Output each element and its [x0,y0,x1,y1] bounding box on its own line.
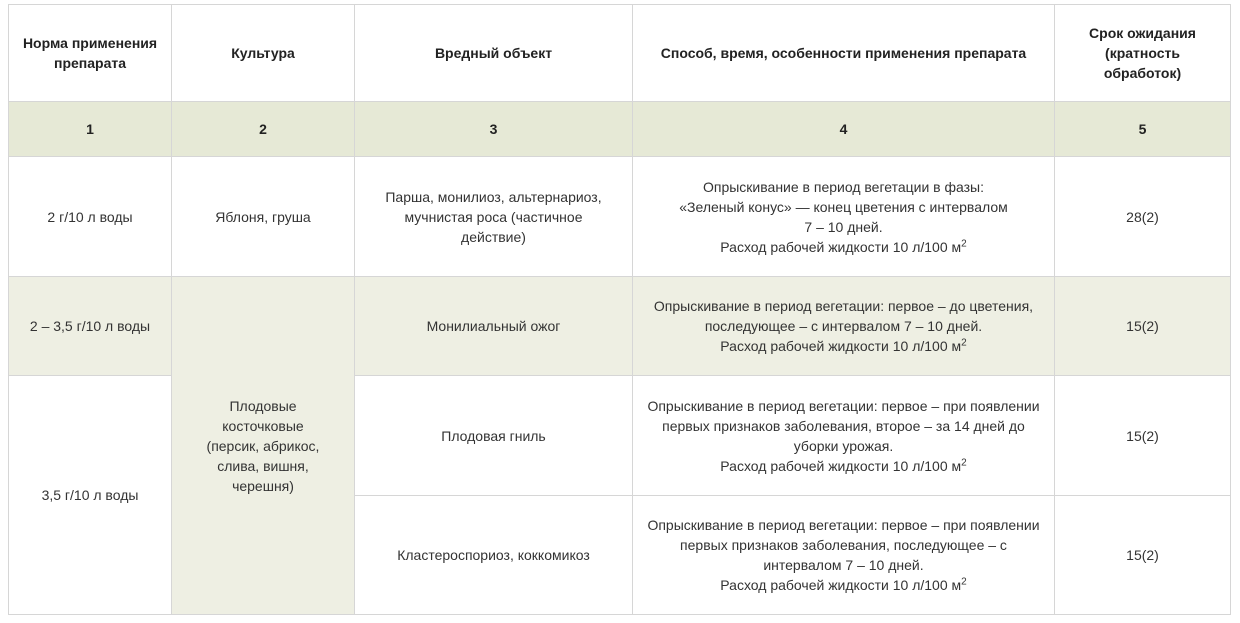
method-cell [633,376,1055,496]
culture-cell: Яблоня, груша [172,157,355,277]
wait-cell: 15(2) [1055,376,1231,496]
column-number: 3 [355,102,633,157]
wait-cell: 15(2) [1055,277,1231,376]
rate-cell: 2 – 3,5 г/10 л воды [9,277,172,376]
consumption-label: Расход рабочей жидкости 10 л/100 м [720,238,962,255]
consumption-label: Расход рабочей жидкости 10 л/100 м [720,457,962,474]
column-number: 4 [633,102,1055,157]
header-method: Способ, время, особенности применения препарата [633,5,1055,102]
header-row [9,5,1231,102]
header-wait: Срок ожидания (кратность обработок) [1055,5,1231,102]
column-number: 5 [1055,102,1231,157]
area-exponent: 2 [961,576,967,588]
header-culture: Культура [172,5,355,102]
header-pest: Вредный объект [355,5,633,102]
consumption-text [649,237,1038,257]
method-cell [633,277,1055,376]
pest-cell: Парша, монилиоз, альтернариоз, мучнистая роса (частичное действие) [355,157,633,277]
method-text: Опрыскивание в период вегетации: первое – при появлении первых признаков заболевания, последующее – с интервалом 7 – 10 дней. [647,517,1040,573]
header-rate: Норма применения препарата [9,5,172,102]
application-rates-table [8,4,1231,615]
consumption-label: Расход рабочей жидкости 10 л/100 м [720,338,962,354]
method-cell [633,496,1055,615]
area-exponent: 2 [961,456,967,468]
culture-cell: Плодовые косточковые (персик, абрикос, слива, вишня, черешня) [172,277,355,615]
method-cell [633,157,1055,277]
consumption-text [643,575,1044,595]
wait-cell: 28(2) [1055,157,1231,277]
table-row [9,157,1231,277]
rate-cell: 2 г/10 л воды [9,157,172,277]
method-text: Опрыскивание в период вегетации: первое – при появлении первых признаков заболевания, второе – за 14 дней до уборки урожая. [647,397,1040,454]
column-number-row [9,102,1231,157]
column-number: 1 [9,102,172,157]
pest-cell: Монилиальный ожог [355,277,633,376]
consumption-text [653,336,1034,356]
consumption-text [643,456,1044,476]
wait-cell: 15(2) [1055,496,1231,615]
pest-cell: Кластероспориоз, коккомикоз [355,496,633,615]
pest-cell: Плодовая гниль [355,376,633,496]
column-number: 2 [172,102,355,157]
area-exponent: 2 [961,337,967,349]
rate-cell: 3,5 г/10 л воды [9,376,172,615]
method-text: Опрыскивание в период вегетации в фазы: «Зеленый конус» — конец цветения с интервалом 7 – 10 дней. [679,178,1008,235]
area-exponent: 2 [961,237,967,249]
table-row [9,277,1231,376]
method-text: Опрыскивание в период вегетации: первое – до цветения, последующее – с интервалом 7 – 10 дней. [653,298,1034,334]
consumption-label: Расход рабочей жидкости 10 л/100 м [720,577,962,593]
